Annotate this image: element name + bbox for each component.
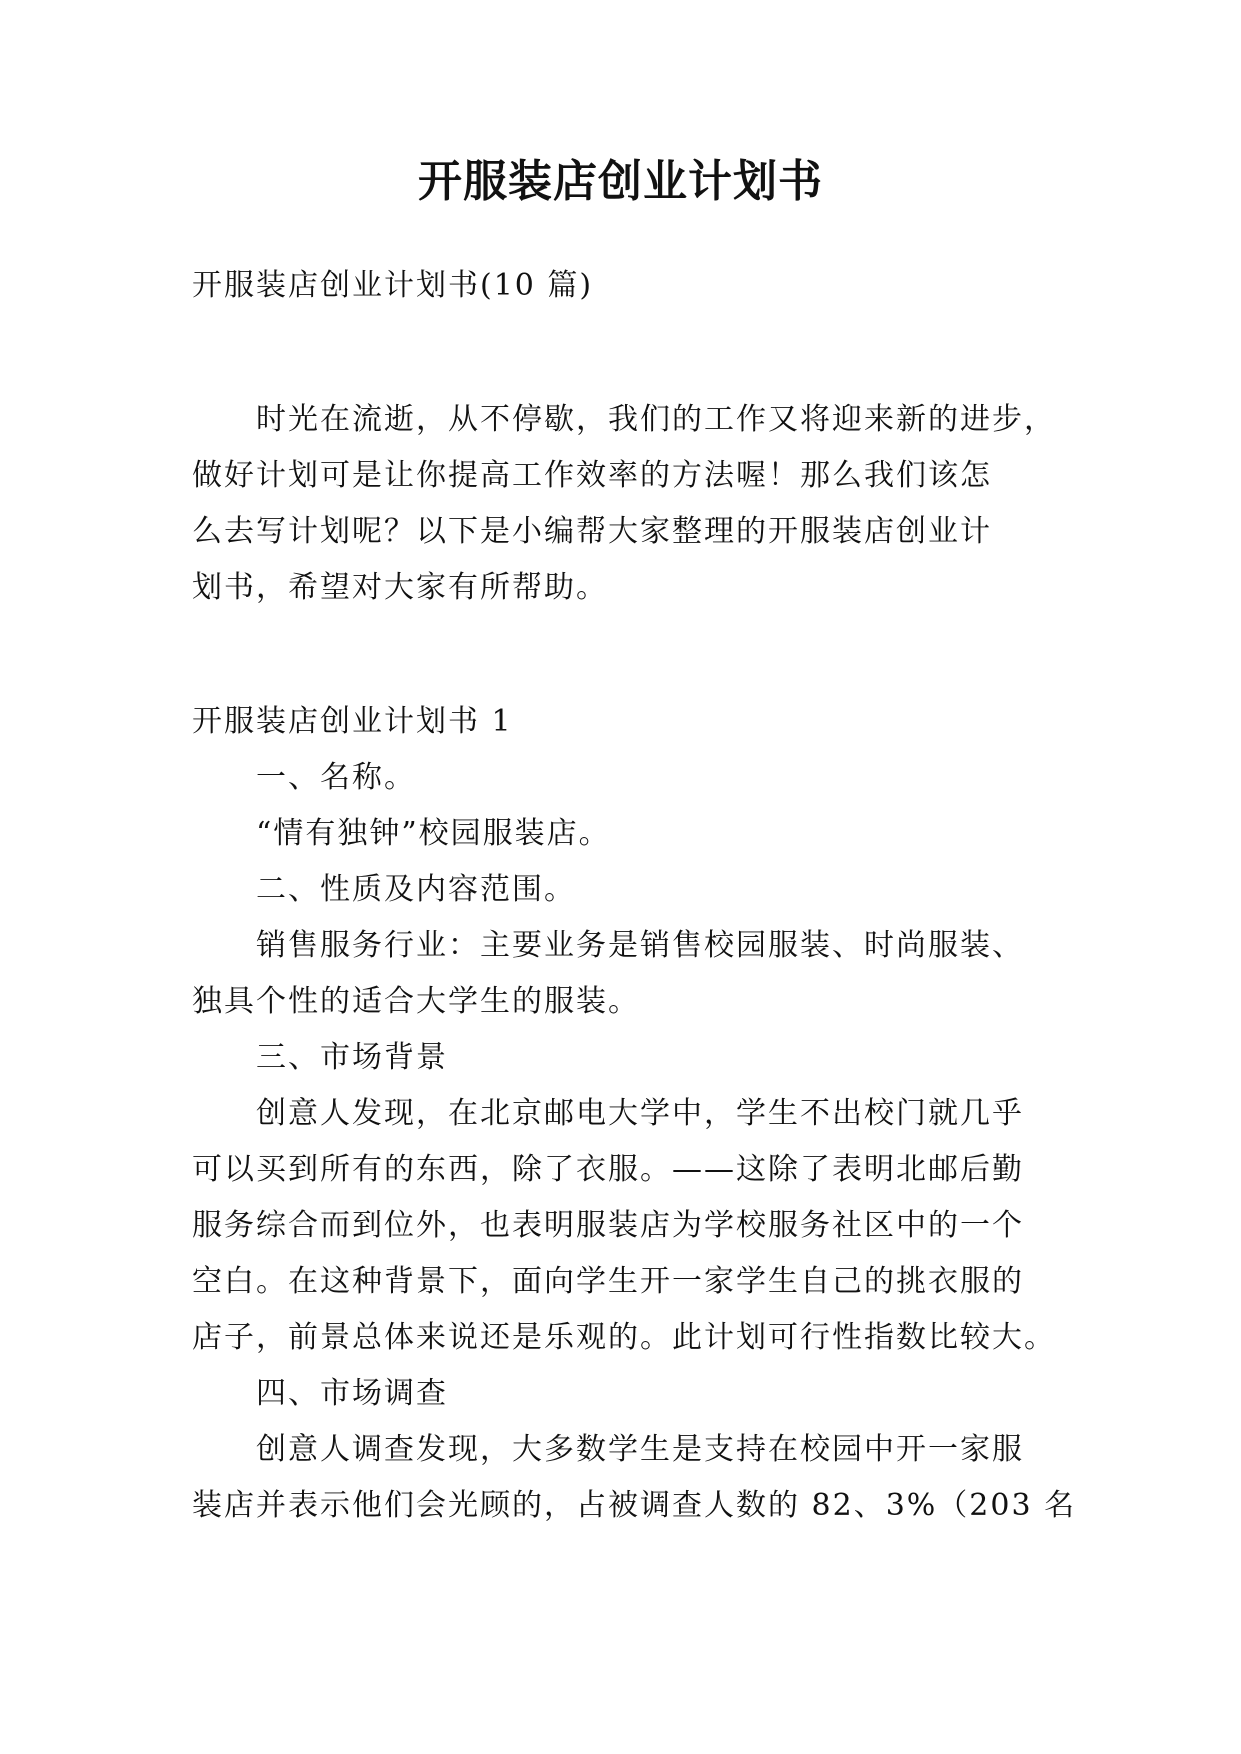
intro-line: 划书，希望对大家有所帮助。 [192,570,608,605]
paragraph-line: “情有独钟”校园服装店。 [256,816,611,851]
paragraph-line: 销售服务行业：主要业务是销售校园服装、时尚服装、 [256,928,1024,963]
intro-line: 做好计划可是让你提高工作效率的方法喔！那么我们该怎 [192,458,992,493]
heading-market-background: 三、市场背景 [256,1040,448,1075]
paragraph-line: 独具个性的适合大学生的服装。 [192,984,640,1019]
heading-name: 一、名称。 [256,760,416,795]
paragraph-line: 装店并表示他们会光顾的，占被调查人数的 82、3%（203 名 [192,1488,1077,1523]
document-subtitle: 开服装店创业计划书(10 篇) [192,268,594,303]
heading-market-survey: 四、市场调查 [256,1376,448,1411]
heading-nature: 二、性质及内容范围。 [256,872,576,907]
section-title: 开服装店创业计划书 1 [192,704,513,739]
intro-line: 时光在流逝，从不停歇，我们的工作又将迎来新的进步， [256,402,1056,437]
paragraph-line: 空白。在这种背景下，面向学生开一家学生自己的挑衣服的 [192,1264,1024,1299]
document-title: 开服装店创业计划书 [418,156,823,207]
paragraph-line: 创意人发现，在北京邮电大学中，学生不出校门就几乎 [256,1096,1024,1131]
paragraph-line: 店子，前景总体来说还是乐观的。此计划可行性指数比较大。 [192,1320,1056,1355]
intro-line: 么去写计划呢？以下是小编帮大家整理的开服装店创业计 [192,514,992,549]
paragraph-line: 创意人调查发现，大多数学生是支持在校园中开一家服 [256,1432,1024,1467]
paragraph-line: 可以买到所有的东西，除了衣服。——这除了表明北邮后勤 [192,1152,1024,1187]
paragraph-line: 服务综合而到位外，也表明服装店为学校服务社区中的一个 [192,1208,1024,1243]
